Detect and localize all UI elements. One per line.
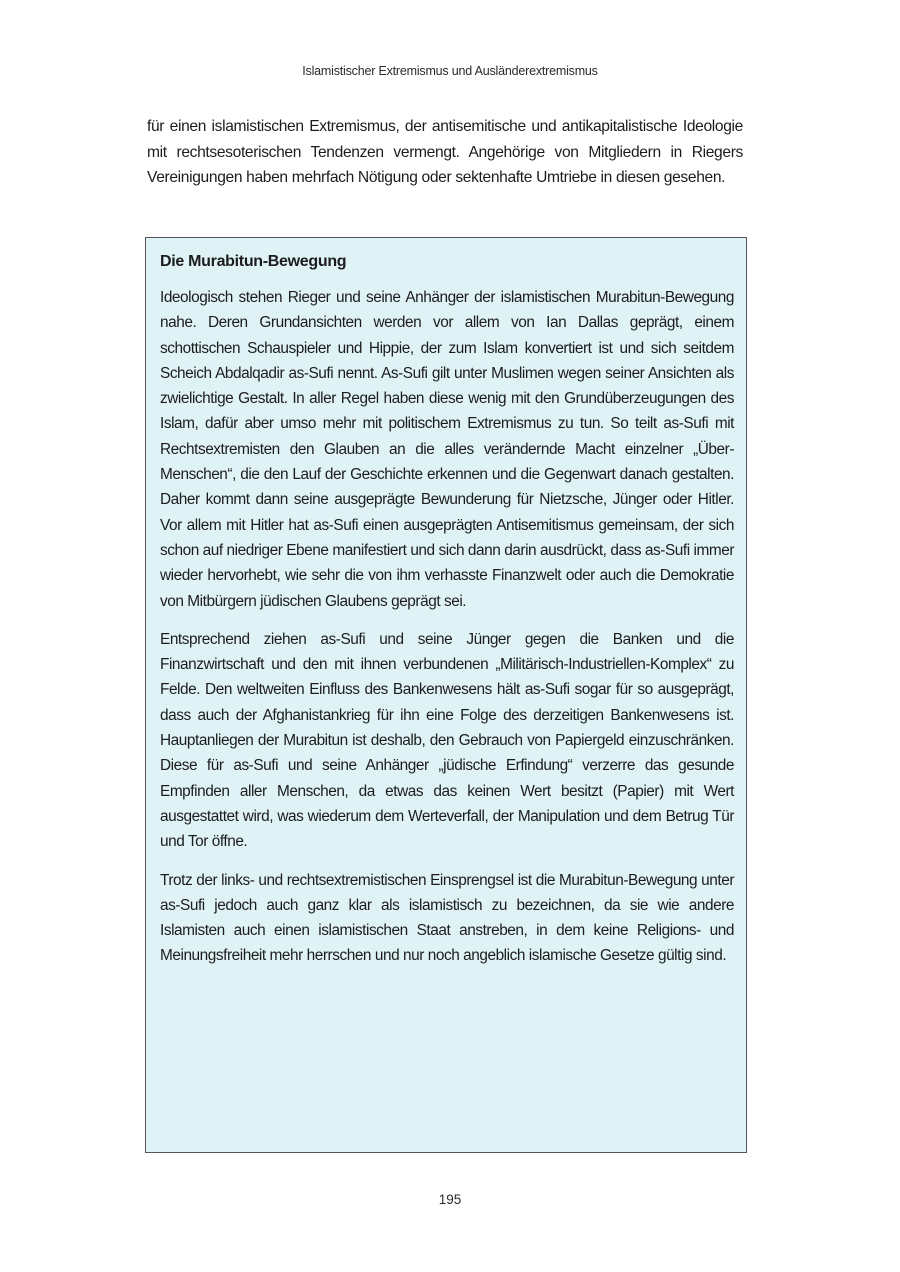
info-box-paragraph-3: Trotz der links- und rechtsextremistischen Einsprengsel ist die Murabitun-Bewegung unter as-Sufi jedoch auch ganz klar als islamistisch zu bezeichnen, da sie wie andere Islamisten auch einen islamistischen Staat anstreben, in dem keine Religions- und Meinungsfreiheit mehr herrschen und nur noch angeblich islamische Gesetze gültig sind. — [160, 871, 734, 965]
info-box-paragraph-2: Entsprechend ziehen as-Sufi und seine Jünger gegen die Banken und die Finanzwirtschaft und den mit ihnen verbundenen „Militärisch-Industriellen-Komplex“ zu Felde. Den weltweiten Einfluss des Bankenwesens hält as-Sufi sogar für so ausgeprägt, dass auch der Afghanistankrieg für ihn eine Folge des derzeitigen Bankenwesens ist. Hauptanliegen der Murabitun ist deshalb, den Gebrauch von Papiergeld einzuschränken. Diese für as-Sufi und seine Anhänger „jüdische Erfindung“ verzerre das gesunde Empfinden aller Menschen, da etwas das keinen Wert besitzt (Papier) mit Wert ausgestattet wird, was wiederum dem Werteverfall, der Manipulation und dem Betrug Tür und Tor öffne. — [160, 630, 734, 851]
intro-paragraph: für einen islamistischen Extremismus, der antisemitische und antikapitalistische Ideologie mit rechtsesoterischen Tendenzen vermengt. Angehörige von Mitgliedern in Riegers Vereinigungen haben mehrfach Nötigung oder sektenhafte Umtriebe in diesen gesehen. — [147, 118, 743, 186]
page-number: 195 — [438, 1192, 462, 1207]
info-box-paragraph-1: Ideologisch stehen Rieger und seine Anhänger der islamistischen Murabitun-Bewegung nahe. Deren Grundansichten werden vor allem von Ian Dallas geprägt, einem schottischen Schauspieler und Hippie, der zum Islam konvertiert ist und sich seitdem Scheich Abdalqadir as-Sufi nennt. As-Sufi gilt unter Muslimen wegen seiner Ansichten als zwielichtige Gestalt. In aller Regel haben diese wenig mit den Grundüberzeugungen des Islam, dafür aber umso mehr mit politischem Extremismus zu tun. So teilt as-Sufi mit Rechtsextremisten den Glauben an die alles verändernde Macht einzelner „Über-Menschen“, die den Lauf der Geschichte erkennen und die Gegenwart danach gestalten. Daher kommt dann seine ausgeprägte Bewunderung für Nietzsche, Jünger oder Hitler. Vor allem mit Hitler hat as-Sufi einen ausgeprägten Antisemitismus gemeinsam, der sich schon auf niedriger Ebene manifestiert und sich dann darin ausdrückt, dass as-Sufi immer wieder hervorhebt, wie sehr die von ihm verhasste Finanzwelt oder auch die Demokratie von Mitbürgern jüdischen Glaubens geprägt sei. — [160, 289, 734, 610]
running-header: Islamistischer Extremismus und Ausländerextremismus — [302, 64, 598, 78]
info-box — [145, 237, 747, 1153]
info-box-title: Die Murabitun-Bewegung — [160, 253, 347, 270]
